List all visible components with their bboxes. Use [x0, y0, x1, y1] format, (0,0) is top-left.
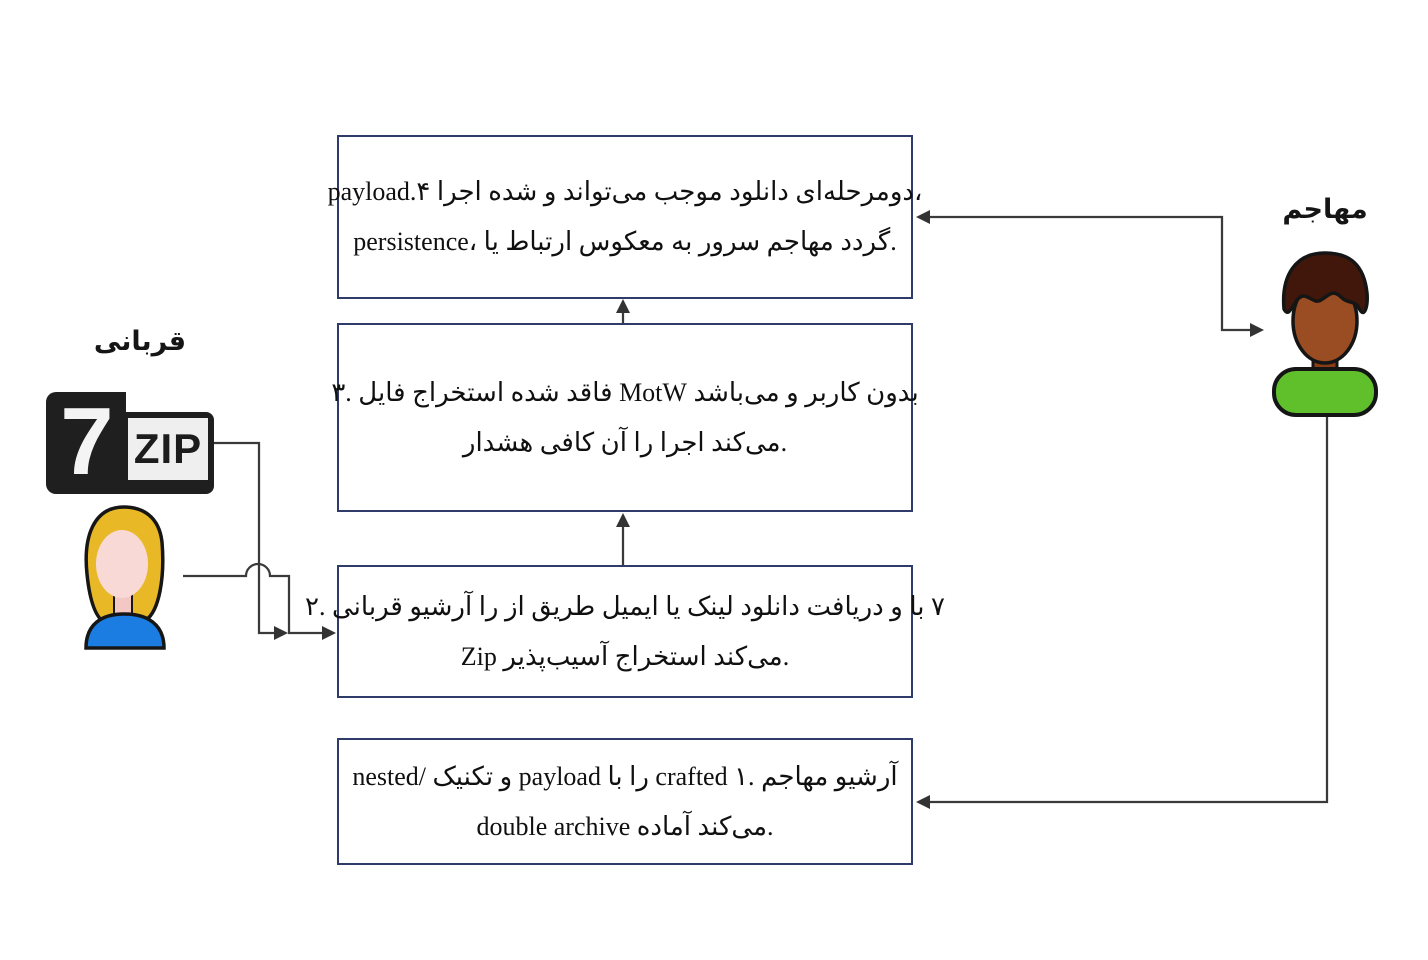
- text-token: معکوس: [578, 227, 665, 256]
- text-token: اجرا: [659, 427, 705, 457]
- text-token: تکنیک: [432, 761, 494, 791]
- text-token: persistence،: [353, 227, 478, 256]
- text-token: به: [671, 227, 693, 256]
- victim-shirt: [86, 614, 164, 648]
- text-token: می‌کند.: [711, 427, 788, 457]
- text-token: آماده: [636, 811, 692, 841]
- text-token: ۷: [930, 591, 945, 621]
- arrowhead-right-merge: [274, 626, 288, 640]
- text-token: یا: [665, 591, 681, 621]
- 7zip-logo-zip-text: ZIP: [133, 425, 203, 472]
- text-token: را: [633, 427, 654, 457]
- text-token: قربانی: [332, 591, 403, 621]
- text-token: را: [629, 761, 649, 791]
- text-token: از: [504, 591, 525, 621]
- text-token: و: [543, 177, 557, 206]
- text-token: crafted: [655, 761, 728, 791]
- text-token: شده: [510, 377, 560, 407]
- victim-label: قربانی: [93, 326, 187, 357]
- text-token: آرشیو: [409, 591, 473, 621]
- step-box-2: [305, 565, 945, 698]
- arrowhead-up-step3: [616, 513, 630, 527]
- text-token: ۳.: [331, 377, 352, 407]
- text-token: payload.۴: [327, 177, 431, 206]
- text-token: کافی: [539, 427, 595, 457]
- attacker-avatar-icon: [1268, 247, 1383, 417]
- text-token: payload: [518, 761, 601, 791]
- arrowhead-left-step1: [916, 795, 930, 809]
- step-2-line-2: [461, 632, 789, 682]
- text-token: آن: [600, 427, 627, 457]
- text-token: دریافت: [806, 591, 884, 621]
- text-token: و: [786, 377, 799, 407]
- step-4-line-2: [353, 217, 896, 267]
- 7zip-logo-zipbox: [128, 418, 208, 480]
- arrowhead-right-attacker: [1250, 323, 1264, 337]
- text-token: فایل: [358, 377, 406, 407]
- step-box-1: [337, 738, 913, 865]
- text-token: با: [909, 591, 925, 621]
- text-token: آسیب‌پذیر: [503, 641, 609, 671]
- step-3-line-2: [463, 418, 787, 468]
- step-3-line-1: [331, 368, 918, 418]
- text-token: طریق: [531, 591, 596, 621]
- text-token: دومرحله‌ای،: [795, 177, 923, 206]
- text-token: می‌تواند: [562, 177, 648, 206]
- text-token: و: [499, 761, 513, 791]
- text-token: آرشیو: [834, 761, 898, 791]
- text-token: گردد.: [840, 227, 897, 256]
- text-token: Zip: [460, 641, 497, 671]
- text-token: سرور: [698, 227, 761, 256]
- text-token: می‌کند.: [713, 641, 790, 671]
- text-token: لینک: [686, 591, 734, 621]
- victim-face: [96, 530, 148, 598]
- text-token: ۲.: [305, 591, 326, 621]
- text-token: اجرا: [436, 177, 482, 206]
- step-1-line-2: [476, 802, 773, 852]
- step-1-line-1: [352, 752, 897, 802]
- text-token: مهاجم: [761, 761, 829, 791]
- victim-avatar-icon: [74, 502, 176, 650]
- text-token: دانلود: [729, 177, 789, 206]
- attacker-label: مهاجم: [1282, 194, 1368, 225]
- text-token: و: [890, 591, 903, 621]
- text-token: یا: [483, 227, 499, 256]
- arrow-victim-to-step2: [183, 564, 324, 633]
- text-token: استخراج: [614, 641, 707, 671]
- arrow-7zip-to-step2: [214, 443, 276, 633]
- text-token: فاقد: [566, 377, 613, 407]
- text-token: موجب: [653, 177, 723, 206]
- arrow-step4-attacker: [930, 217, 1252, 330]
- attacker-shirt: [1274, 369, 1376, 415]
- text-token: ارتباط: [505, 227, 573, 256]
- step-box-3: [331, 323, 919, 512]
- text-token: دانلود: [740, 591, 800, 621]
- text-token: MotW: [619, 377, 687, 407]
- 7zip-logo-icon: [46, 388, 214, 495]
- text-token: با: [607, 761, 623, 791]
- text-token: double archive: [476, 811, 631, 841]
- text-token: استخراج: [412, 377, 505, 407]
- text-token: می‌باشد: [693, 377, 780, 407]
- text-token: را: [478, 591, 499, 621]
- text-token: nested/: [352, 761, 427, 791]
- arrow-attacker-to-step1: [930, 414, 1327, 802]
- step-box-4: [327, 135, 923, 299]
- text-token: مهاجم: [766, 227, 834, 256]
- step-4-line-1: [328, 167, 923, 217]
- text-token: بدون: [866, 377, 919, 407]
- text-token: هشدار: [462, 427, 534, 457]
- step-2-line-1: [305, 582, 945, 632]
- text-token: می‌کند.: [697, 811, 774, 841]
- text-token: شده: [488, 177, 538, 206]
- 7zip-logo-seven: 7: [60, 388, 114, 495]
- text-token: کاربر: [805, 377, 860, 407]
- text-token: ۱.: [734, 761, 755, 791]
- arrowhead-up-step4: [616, 299, 630, 313]
- text-token: ایمیل: [601, 591, 659, 621]
